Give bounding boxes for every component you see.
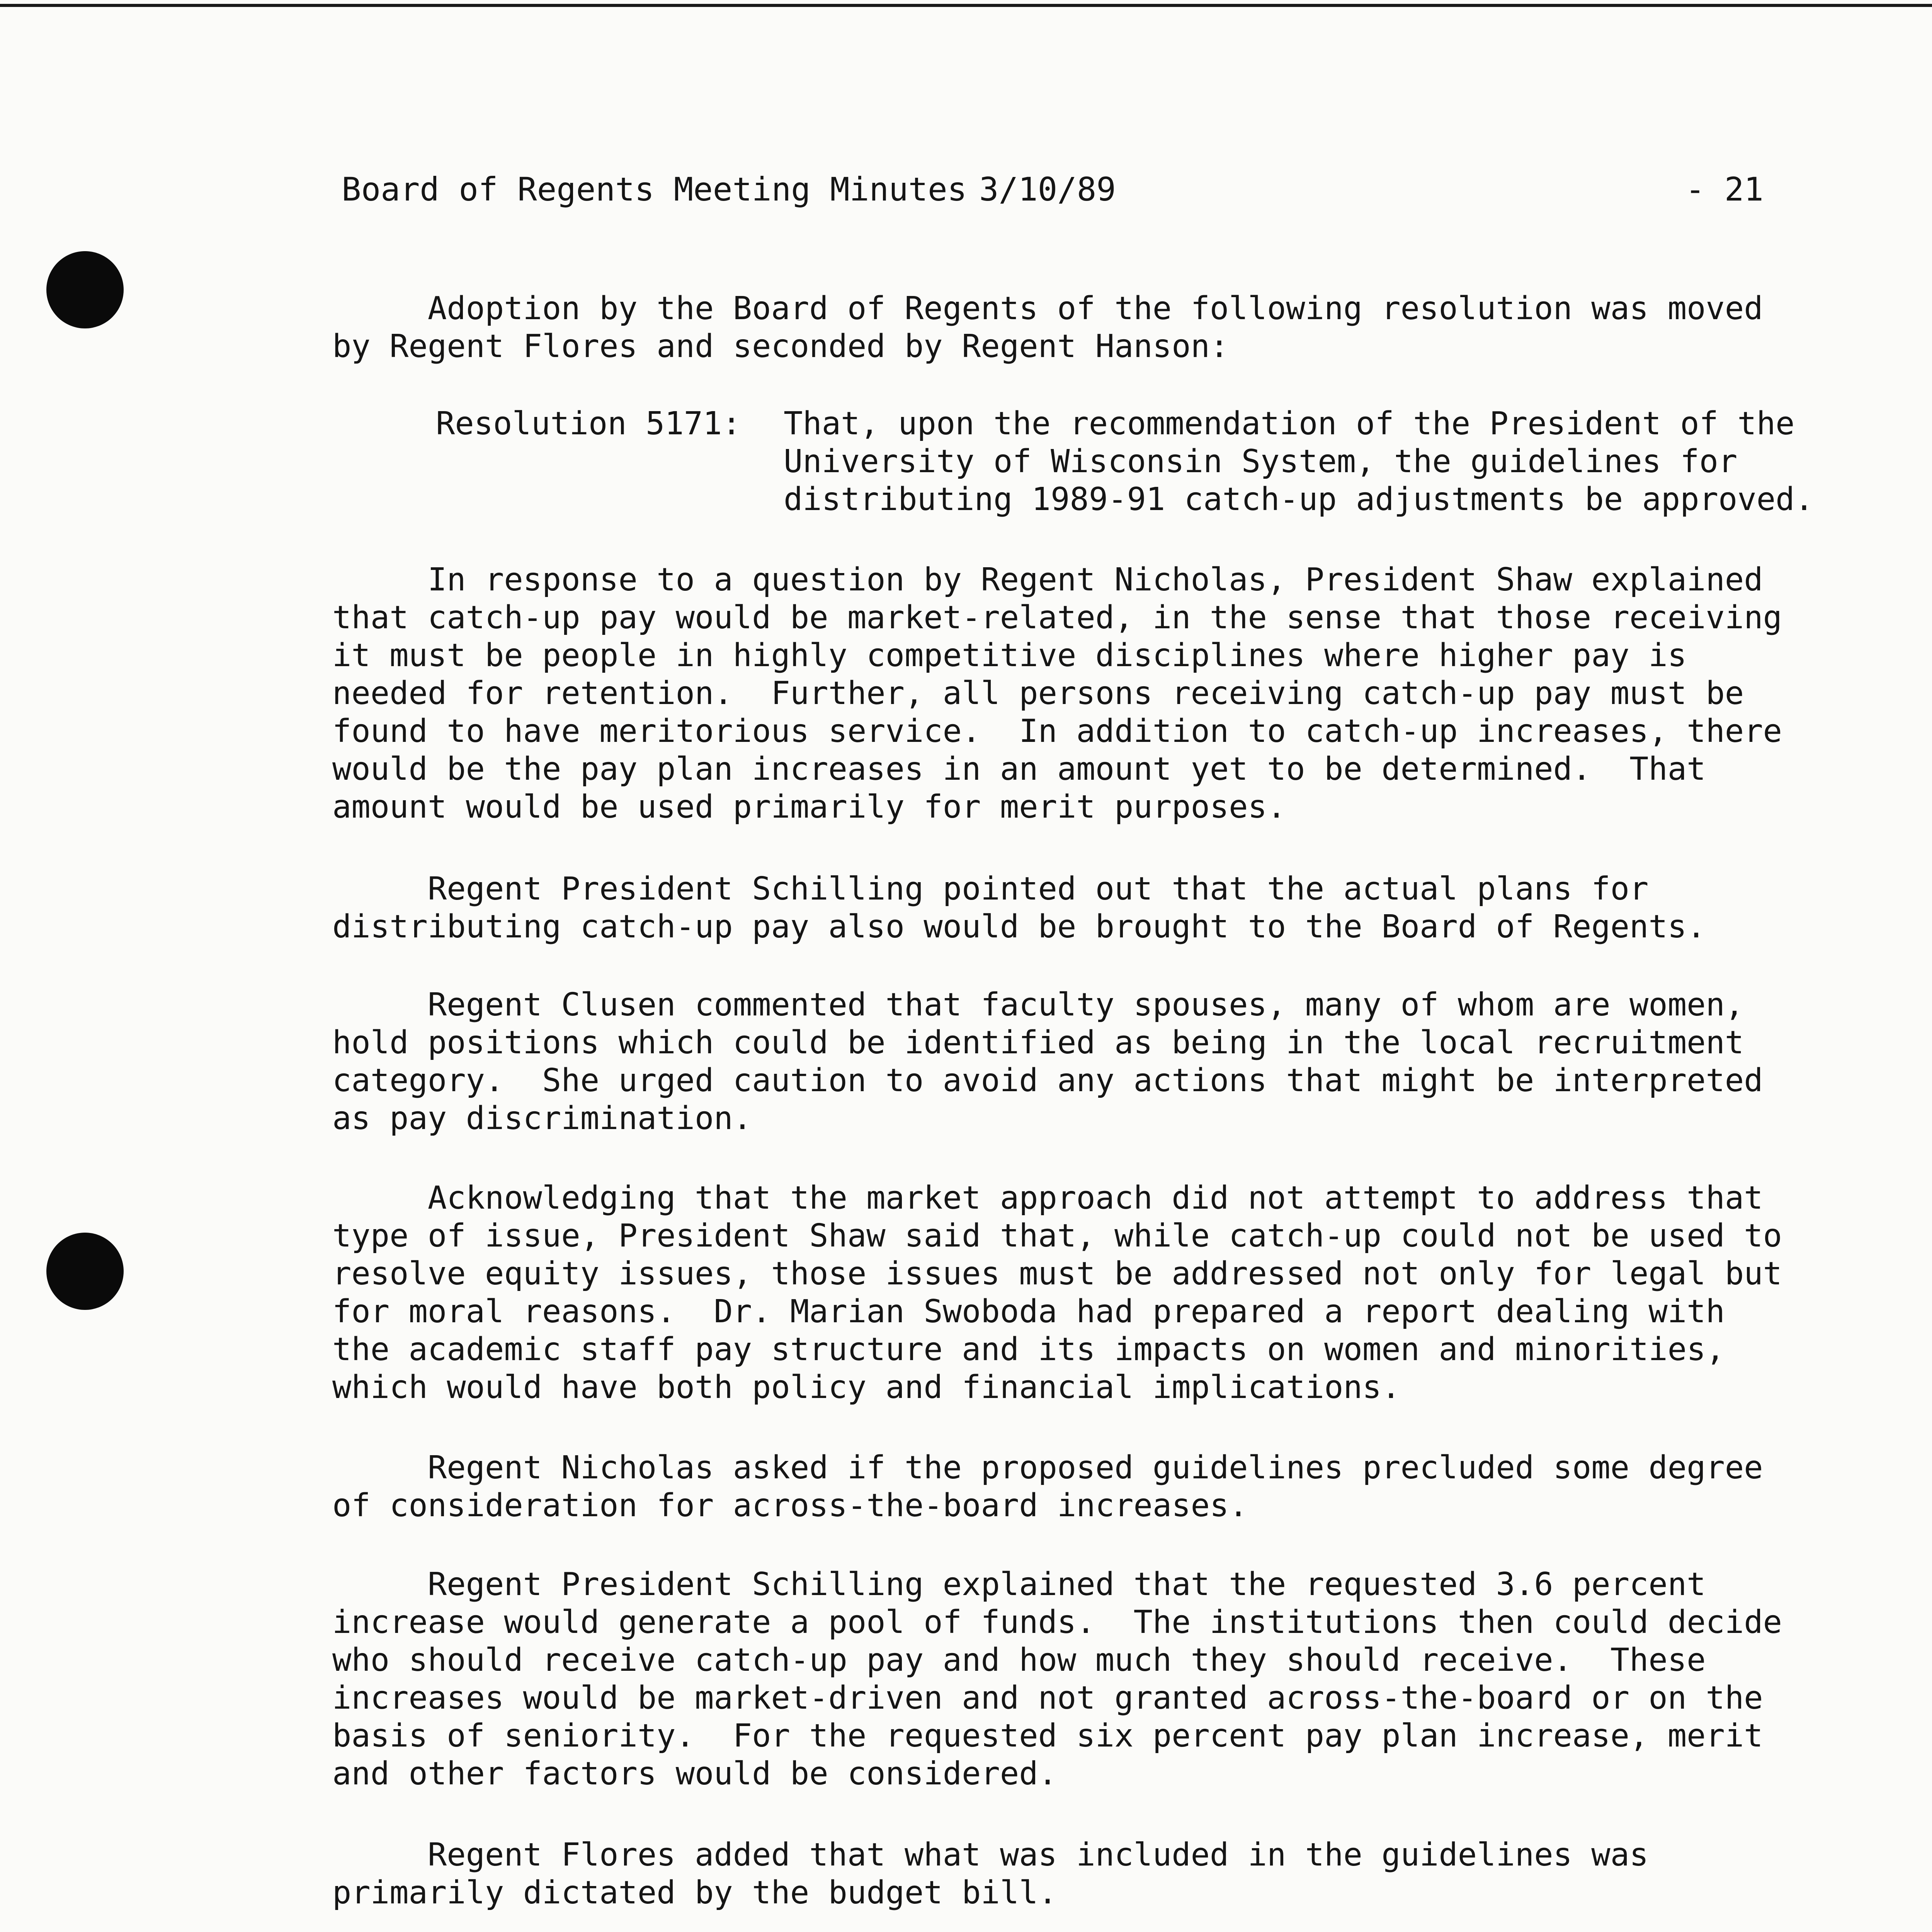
paragraph-clusen-comment: Regent Clusen commented that faculty spouses, many of whom are women, hold positions which could be identified as being in the local recruitment category. She urged caution to avoid any actions that might be interpreted as pay discrimination.: [332, 986, 1763, 1137]
punch-hole: [46, 251, 124, 328]
punch-hole: [46, 1233, 124, 1310]
header-date: 3/10/89: [979, 170, 1116, 208]
paragraph-motion: Adoption by the Board of Regents of the following resolution was moved by Regent Flores and seconded by Regent Hanson:: [332, 290, 1763, 365]
page-header: [342, 166, 1764, 213]
paragraph-schilling-pool: Regent President Schilling explained that the requested 3.6 percent increase would generate a pool of funds. The institutions then could decide who should receive catch-up pay and how much they should receive. These increases would be market-driven and not granted across-the-board or on the basis of seniority. For the requested six percent pay plan increase, merit and other factors would be considered.: [332, 1566, 1782, 1792]
paragraph-shaw-explanation: In response to a question by Regent Nicholas, President Shaw explained that catch-up pay would be market-related, in the sense that those receiving it must be people in highly competitive disciplines where higher pay is needed for retention. Further, all persons receiving catch-up pay must be found to have meritorious service. In addition to catch-up increases, there would be the pay plan increases in an amount yet to be determined. That amount would be used primarily for merit purposes.: [332, 561, 1782, 825]
header-title: Board of Regents Meeting Minutes: [342, 170, 967, 208]
paragraph-shaw-equity: Acknowledging that the market approach did not attempt to address that type of issue, President Shaw said that, while catch-up could not be used to resolve equity issues, those issues must be addressed not only for legal but for moral reasons. Dr. Marian Swoboda had prepared a report dealing with the academic staff pay structure and its impacts on women and minorities, which would have both policy and financial implications.: [332, 1180, 1782, 1406]
paragraph-flores-budget: Regent Flores added that what was included in the guidelines was primarily dictated by the budget bill.: [332, 1837, 1649, 1911]
page-number: - 21: [1685, 170, 1764, 208]
resolution-label: Resolution 5171:: [436, 405, 741, 442]
resolution-text: That, upon the recommendation of the President of the University of Wisconsin System, the guidelines for distributing 1989-91 catch-up adjustments be approved.: [784, 405, 1814, 518]
paragraph-schilling-plans: Regent President Schilling pointed out that the actual plans for distributing catch-up pay also would be brought to the Board of Regents.: [332, 871, 1706, 945]
top-rule: [0, 4, 1932, 7]
paragraph-nicholas-question: Regent Nicholas asked if the proposed guidelines precluded some degree of consideration for across-the-board increases.: [332, 1449, 1763, 1524]
